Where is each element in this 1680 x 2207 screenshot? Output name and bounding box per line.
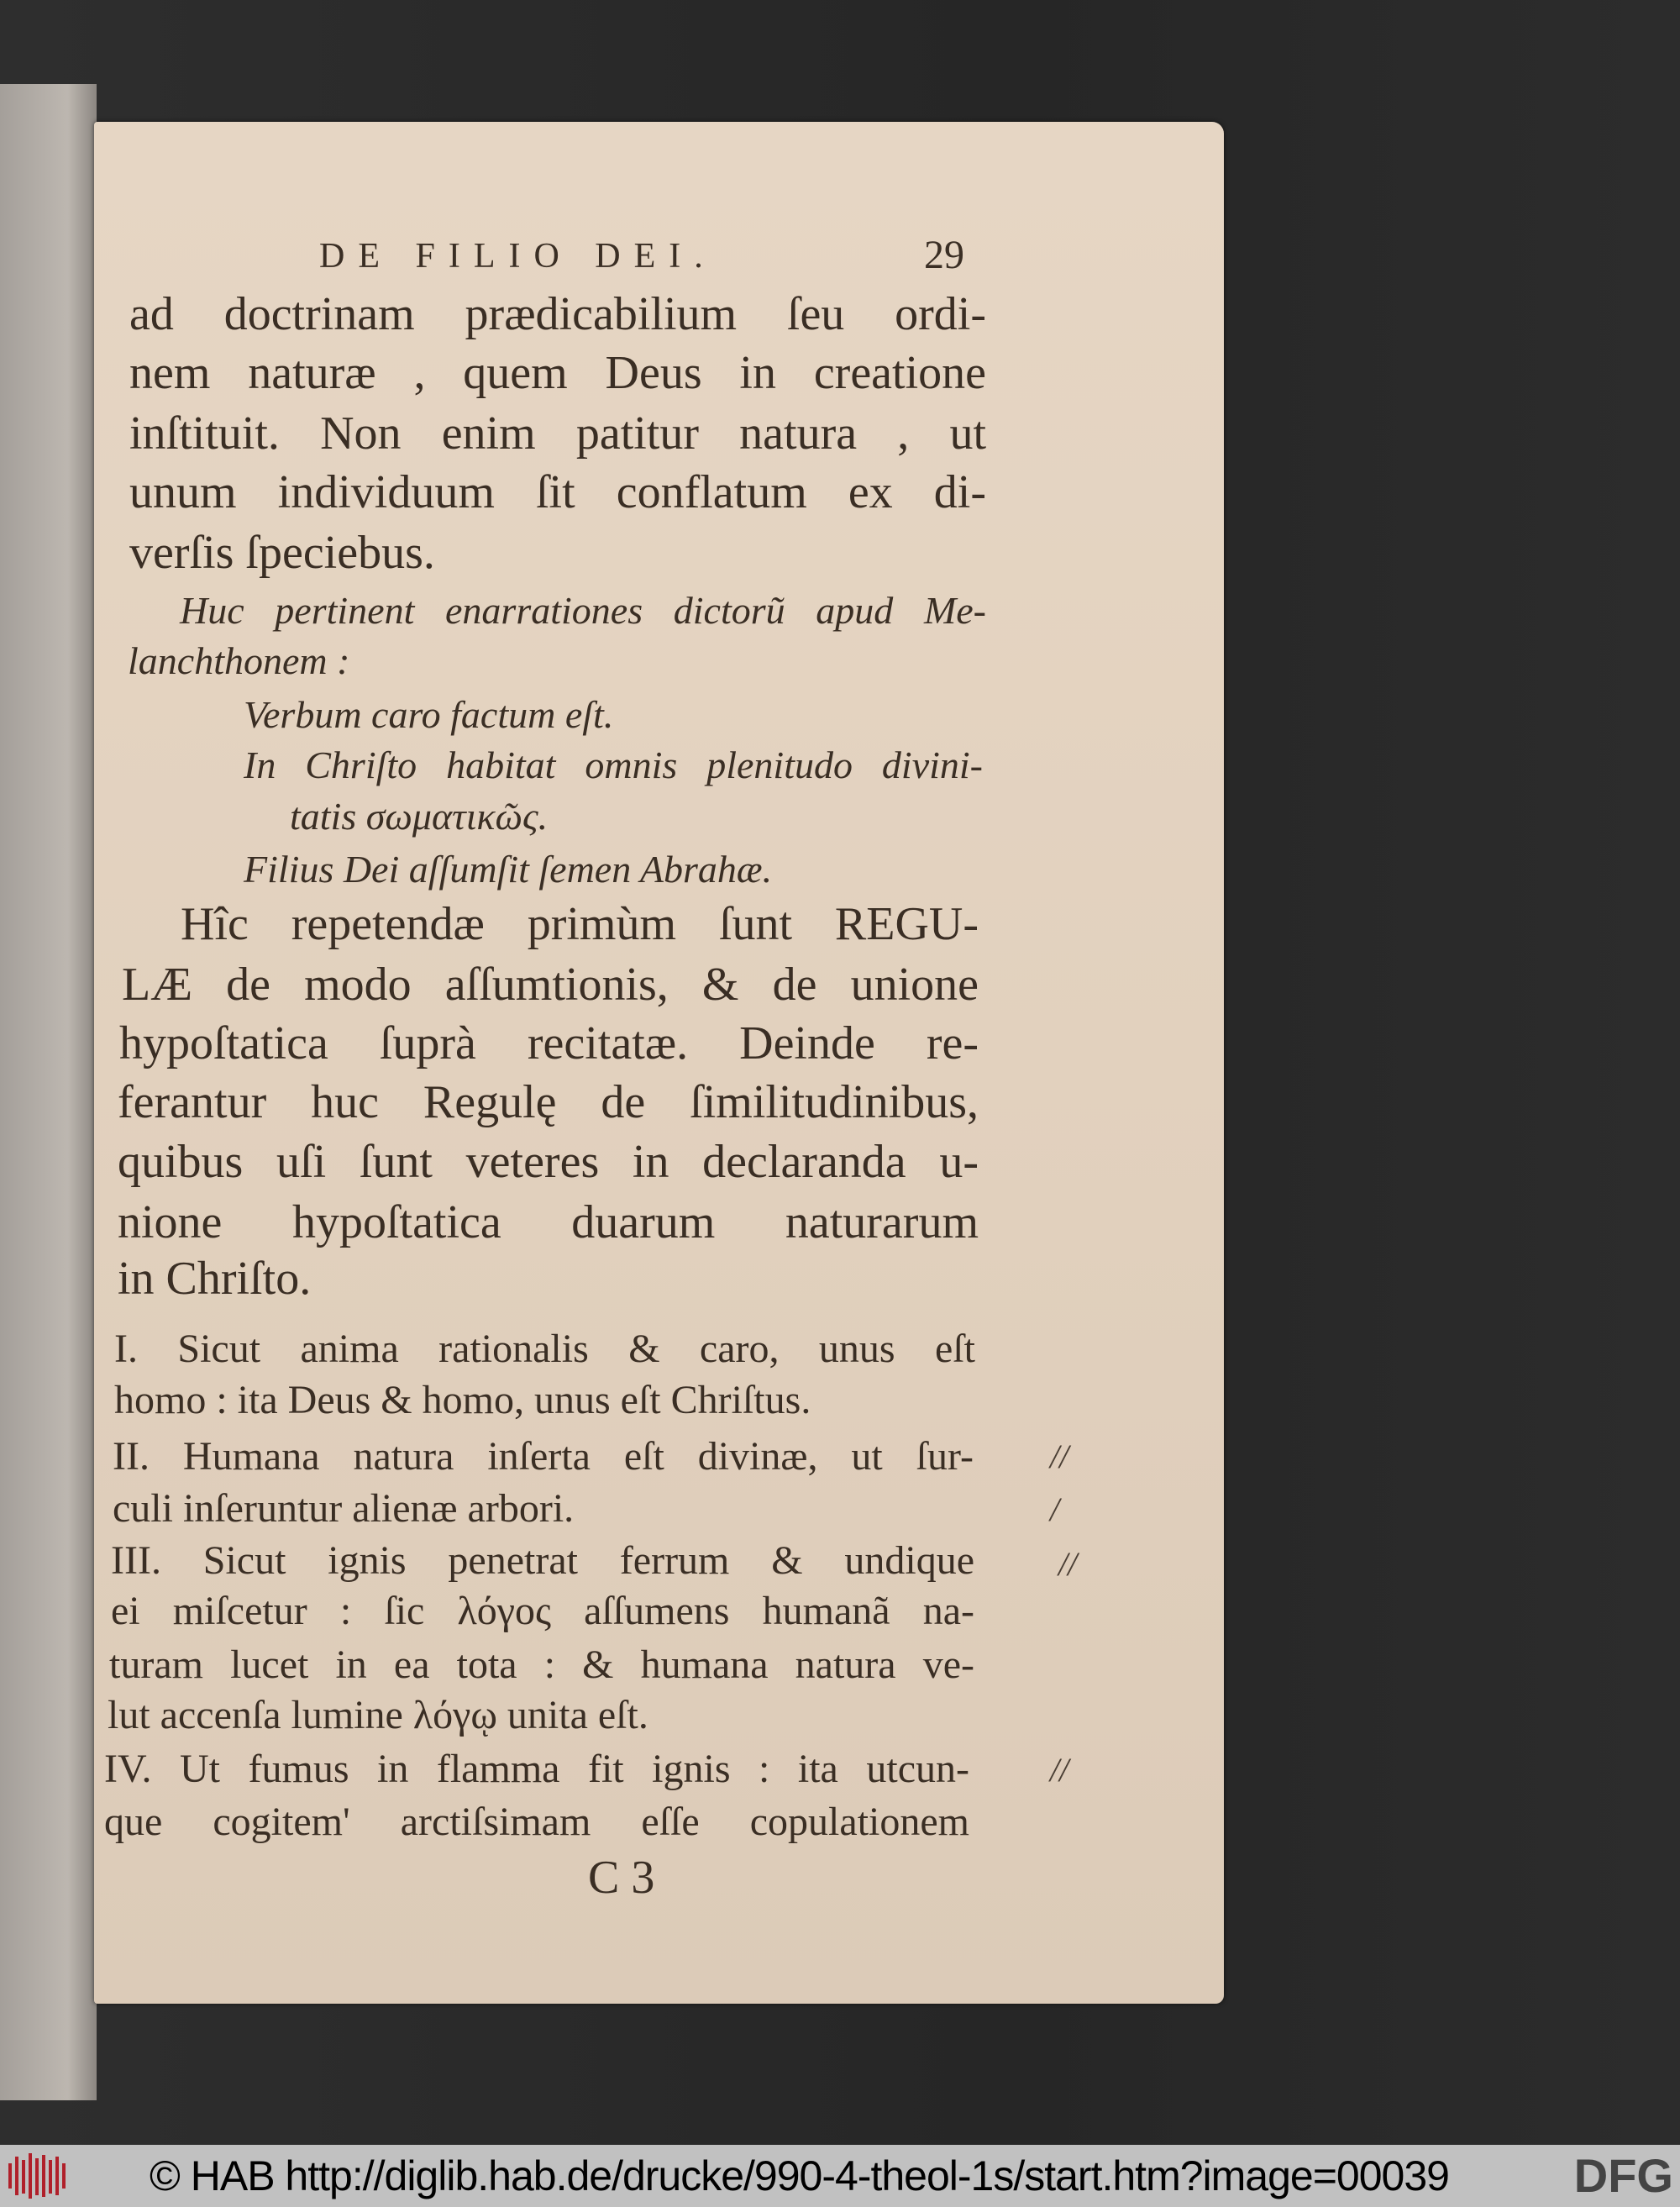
text-line: quibus uſi ſunt veteres in declaranda u-: [118, 1136, 979, 1188]
text-line: ferantur huc Regulę de ſimilitudinibus,: [118, 1076, 979, 1128]
numbered-line: III. Sicut ignis penetrat ferrum & undique: [111, 1538, 974, 1583]
italic-line: Verbum caro factum eſt.: [244, 693, 614, 736]
numbered-line: culi inſeruntur alienæ arbori.: [113, 1486, 575, 1531]
numbered-line: I. Sicut anima rationalis & caro, unus eſt: [114, 1327, 975, 1371]
dfg-logo: DFG: [1573, 2149, 1673, 2202]
text-line: nione hypoſtatica duarum naturarum: [118, 1196, 979, 1248]
footer-bar: [0, 2145, 1680, 2207]
text-line: nem naturæ , quem Deus in creatione: [129, 347, 986, 399]
signature-mark: C 3: [588, 1852, 655, 1904]
italic-line: tatis σωματικῶς.: [290, 795, 549, 838]
text-line: unum individuum ſit conflatum ex di-: [129, 466, 986, 518]
text-line: hypoſtatica ſuprà recitatæ. Deinde re-: [119, 1017, 979, 1069]
margin-mark: //: [1050, 1437, 1069, 1475]
italic-line: Filius Dei aſſumſit ſemen Abrahæ.: [244, 848, 773, 891]
facing-page-edge: [0, 84, 97, 2100]
italic-line: Huc pertinent enarrationes dictorũ apud Me-: [180, 589, 986, 632]
text-line: LÆ de modo aſſumtionis, & de unione: [122, 959, 979, 1011]
running-head: DE FILIO DEI.: [319, 237, 717, 276]
margin-mark: /: [1050, 1490, 1060, 1528]
italic-line: In Chriſto habitat omnis plenitudo divini-: [244, 744, 983, 786]
text-line: verſis ſpeciebus.: [129, 527, 435, 579]
numbered-line: IV. Ut fumus in flamma fit ignis : ita utcun-: [104, 1747, 969, 1791]
text-line: Hîc repetendæ primùm ſunt REGU-: [181, 898, 979, 950]
numbered-line: ei miſcetur : ſic λόγος aſſumens humanã na-: [111, 1589, 974, 1633]
copyright-link[interactable]: © HAB http://diglib.hab.de/drucke/990-4-theol-1s/start.htm?image=00039: [150, 2152, 1449, 2199]
text-line: in Chriſto.: [118, 1253, 312, 1305]
numbered-line: lut accenſa lumine λόγῳ unita eſt.: [108, 1693, 648, 1737]
numbered-line: que cogitem' arctiſsimam eſſe copulationem: [104, 1800, 969, 1844]
numbered-line: II. Humana natura inſerta eſt divinæ, ut ſur-: [113, 1434, 974, 1479]
page-number: 29: [924, 233, 964, 277]
numbered-line: homo : ita Deus & homo, unus eſt Chriſtus.: [114, 1378, 811, 1422]
margin-mark: //: [1058, 1545, 1078, 1583]
margin-mark: //: [1050, 1751, 1069, 1789]
numbered-line: turam lucet in ea tota : & humana natura ve-: [109, 1642, 974, 1687]
text-line: ad doctrinam prædicabilium ſeu ordi-: [129, 288, 986, 340]
text-line: inſtituit. Non enim patitur natura , ut: [129, 407, 986, 460]
hab-logo-icon: [7, 2152, 67, 2200]
italic-line: lanchthonem :: [128, 639, 350, 682]
